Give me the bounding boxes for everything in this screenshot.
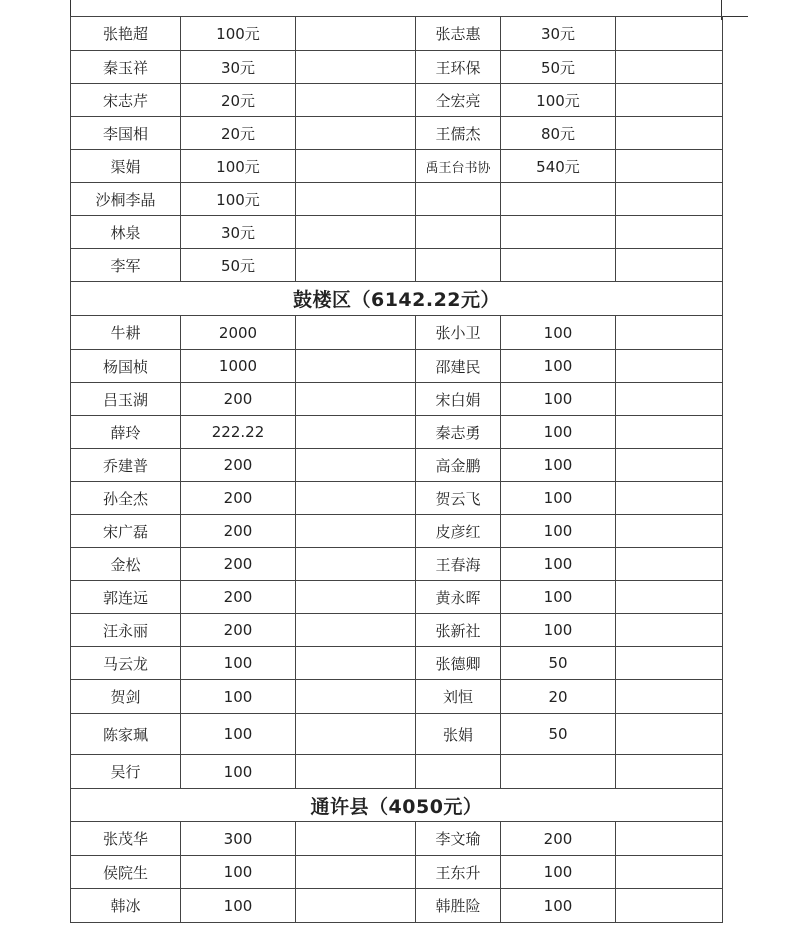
blank-cell	[296, 548, 416, 581]
donor-name-left: 侯院生	[71, 856, 181, 889]
donation-amount-left: 30元	[181, 216, 296, 249]
donation-amount-left: 30元	[181, 51, 296, 84]
table-row	[71, 316, 723, 350]
donor-name-left: 牛耕	[71, 316, 181, 350]
block-1	[71, 17, 723, 282]
blank-cell	[296, 856, 416, 889]
donation-amount-left: 200	[181, 449, 296, 482]
donor-name-right: 邵建民	[416, 350, 501, 383]
donor-name-left: 韩冰	[71, 889, 181, 923]
donation-amount-right: 50	[501, 647, 616, 680]
donation-amount-left: 200	[181, 614, 296, 647]
donor-name-left: 马云龙	[71, 647, 181, 680]
donor-name-right	[416, 755, 501, 789]
donor-name-right: 仝宏亮	[416, 84, 501, 117]
donor-name-left: 金松	[71, 548, 181, 581]
donor-name-left: 渠娟	[71, 150, 181, 183]
donor-name-left: 陈家珮	[71, 714, 181, 755]
donor-name-right: 张新社	[416, 614, 501, 647]
donor-name-right	[416, 216, 501, 249]
donor-name-left: 贺剑	[71, 680, 181, 714]
donor-name-left: 李国相	[71, 117, 181, 150]
blank-cell	[296, 416, 416, 449]
donation-amount-right: 100	[501, 416, 616, 449]
donor-name-right: 黄永晖	[416, 581, 501, 614]
donation-amount-right: 20	[501, 680, 616, 714]
donation-amount-left: 100	[181, 856, 296, 889]
blank-cell	[616, 515, 723, 548]
donation-amount-right	[501, 183, 616, 216]
donation-amount-left: 222.22	[181, 416, 296, 449]
table-row	[71, 714, 723, 755]
blank-cell	[296, 515, 416, 548]
blank-cell	[296, 249, 416, 282]
donation-amount-left: 200	[181, 482, 296, 515]
blank-cell	[296, 449, 416, 482]
blank-cell	[296, 647, 416, 680]
donor-name-left: 吕玉湖	[71, 383, 181, 416]
donor-name-right: 张志惠	[416, 17, 501, 51]
donor-name-left: 张茂华	[71, 822, 181, 856]
donation-amount-left: 200	[181, 581, 296, 614]
block-3	[71, 822, 723, 923]
donor-name-left: 沙桐李晶	[71, 183, 181, 216]
donation-table	[70, 16, 723, 923]
donor-name-left: 吴行	[71, 755, 181, 789]
table-row	[71, 647, 723, 680]
donation-amount-left: 100	[181, 889, 296, 923]
blank-cell	[616, 350, 723, 383]
donation-amount-right: 100	[501, 482, 616, 515]
donor-name-left: 乔建普	[71, 449, 181, 482]
blank-cell	[296, 680, 416, 714]
donation-amount-right: 100	[501, 316, 616, 350]
blank-cell	[616, 856, 723, 889]
section-header-gulou: 鼓楼区（6142.22元）	[71, 282, 723, 316]
table-row	[71, 150, 723, 183]
section-header-row	[71, 789, 723, 822]
donation-amount-right: 540元	[501, 150, 616, 183]
blank-cell	[616, 548, 723, 581]
blank-cell	[296, 117, 416, 150]
donation-amount-left: 2000	[181, 316, 296, 350]
blank-cell	[616, 150, 723, 183]
blank-cell	[616, 84, 723, 117]
donor-name-left: 秦玉祥	[71, 51, 181, 84]
blank-cell	[616, 647, 723, 680]
table-row	[71, 183, 723, 216]
table-row	[71, 350, 723, 383]
section-gulou	[71, 282, 723, 316]
table-row	[71, 216, 723, 249]
blank-cell	[616, 383, 723, 416]
blank-cell	[296, 216, 416, 249]
donor-name-right: 高金鹏	[416, 449, 501, 482]
table-row	[71, 416, 723, 449]
donation-amount-right: 100	[501, 515, 616, 548]
blank-cell	[296, 17, 416, 51]
blank-cell	[616, 51, 723, 84]
donation-amount-left: 100	[181, 755, 296, 789]
donation-amount-left: 1000	[181, 350, 296, 383]
donation-amount-right: 100	[501, 581, 616, 614]
blank-cell	[296, 889, 416, 923]
blank-cell	[296, 581, 416, 614]
donation-amount-left: 200	[181, 383, 296, 416]
donor-name-left: 汪永丽	[71, 614, 181, 647]
table-row	[71, 581, 723, 614]
donor-name-right: 禹王台书协	[416, 150, 501, 183]
blank-cell	[296, 614, 416, 647]
donation-amount-left: 200	[181, 548, 296, 581]
donation-amount-left: 100元	[181, 17, 296, 51]
donor-name-right: 张德卿	[416, 647, 501, 680]
donor-name-left: 宋志芹	[71, 84, 181, 117]
donation-amount-left: 100	[181, 714, 296, 755]
donor-name-left: 李军	[71, 249, 181, 282]
table-row	[71, 117, 723, 150]
donation-amount-left: 100	[181, 680, 296, 714]
donation-amount-right: 100	[501, 548, 616, 581]
blank-cell	[616, 249, 723, 282]
blank-cell	[296, 482, 416, 515]
blank-cell	[296, 350, 416, 383]
donor-name-right: 皮彦红	[416, 515, 501, 548]
donation-amount-right: 80元	[501, 117, 616, 150]
section-header-tongxu: 通许县（4050元）	[71, 789, 723, 822]
blank-cell	[616, 614, 723, 647]
donation-amount-left: 20元	[181, 117, 296, 150]
blank-cell	[616, 755, 723, 789]
donation-amount-left: 100	[181, 647, 296, 680]
table-row	[71, 482, 723, 515]
blank-cell	[616, 449, 723, 482]
donor-name-right: 贺云飞	[416, 482, 501, 515]
donation-amount-right: 100	[501, 889, 616, 923]
donor-name-right	[416, 249, 501, 282]
donor-name-right: 王环保	[416, 51, 501, 84]
blank-cell	[296, 383, 416, 416]
donation-amount-left: 100元	[181, 150, 296, 183]
donor-name-left: 张艳超	[71, 17, 181, 51]
table-row	[71, 249, 723, 282]
donation-amount-right: 100	[501, 449, 616, 482]
donor-name-right: 秦志勇	[416, 416, 501, 449]
donation-amount-right: 100	[501, 856, 616, 889]
blank-cell	[296, 84, 416, 117]
blank-cell	[616, 117, 723, 150]
table-row	[71, 84, 723, 117]
donation-amount-right: 200	[501, 822, 616, 856]
table-row	[71, 856, 723, 889]
blank-cell	[616, 17, 723, 51]
donor-name-right: 王东升	[416, 856, 501, 889]
donor-name-left: 杨国桢	[71, 350, 181, 383]
donation-amount-left: 300	[181, 822, 296, 856]
table-row	[71, 51, 723, 84]
table-row	[71, 889, 723, 923]
section-header-row	[71, 282, 723, 316]
donation-amount-left: 200	[181, 515, 296, 548]
donor-name-right	[416, 183, 501, 216]
table-row	[71, 17, 723, 51]
donation-amount-left: 50元	[181, 249, 296, 282]
table-row	[71, 515, 723, 548]
donor-name-right: 李文瑜	[416, 822, 501, 856]
blank-cell	[296, 150, 416, 183]
donation-amount-right	[501, 249, 616, 282]
block-2	[71, 316, 723, 789]
blank-cell	[616, 183, 723, 216]
donation-amount-right: 100	[501, 614, 616, 647]
blank-cell	[616, 889, 723, 923]
table-row	[71, 755, 723, 789]
table-row	[71, 383, 723, 416]
blank-cell	[616, 680, 723, 714]
blank-cell	[616, 581, 723, 614]
donation-amount-left: 100元	[181, 183, 296, 216]
donor-name-left: 薛玲	[71, 416, 181, 449]
donor-name-right: 宋白娟	[416, 383, 501, 416]
blank-cell	[616, 822, 723, 856]
donor-name-left: 孙全杰	[71, 482, 181, 515]
donation-amount-right: 100	[501, 350, 616, 383]
donation-amount-right	[501, 755, 616, 789]
donation-amount-right: 100元	[501, 84, 616, 117]
donor-name-left: 林泉	[71, 216, 181, 249]
donor-name-right: 张小卫	[416, 316, 501, 350]
table-row	[71, 449, 723, 482]
donor-name-left: 宋广磊	[71, 515, 181, 548]
donor-name-right: 张娟	[416, 714, 501, 755]
page-edge-line	[722, 16, 748, 17]
donation-amount-right	[501, 216, 616, 249]
table-row	[71, 614, 723, 647]
blank-cell	[616, 482, 723, 515]
blank-cell	[296, 51, 416, 84]
donor-name-right: 王儒杰	[416, 117, 501, 150]
donation-amount-right: 100	[501, 383, 616, 416]
donor-name-right: 刘恒	[416, 680, 501, 714]
blank-cell	[616, 316, 723, 350]
donation-amount-right: 50元	[501, 51, 616, 84]
donation-amount-right: 30元	[501, 17, 616, 51]
donation-amount-right: 50	[501, 714, 616, 755]
blank-cell	[616, 714, 723, 755]
donor-name-left: 郭连远	[71, 581, 181, 614]
blank-cell	[616, 416, 723, 449]
donation-amount-left: 20元	[181, 84, 296, 117]
section-tongxu	[71, 789, 723, 822]
table-row	[71, 680, 723, 714]
blank-cell	[296, 822, 416, 856]
donor-name-right: 韩胜险	[416, 889, 501, 923]
blank-cell	[616, 216, 723, 249]
donor-name-right: 王春海	[416, 548, 501, 581]
blank-cell	[296, 316, 416, 350]
table-row	[71, 822, 723, 856]
table-row	[71, 548, 723, 581]
blank-cell	[296, 755, 416, 789]
blank-cell	[296, 714, 416, 755]
blank-cell	[296, 183, 416, 216]
